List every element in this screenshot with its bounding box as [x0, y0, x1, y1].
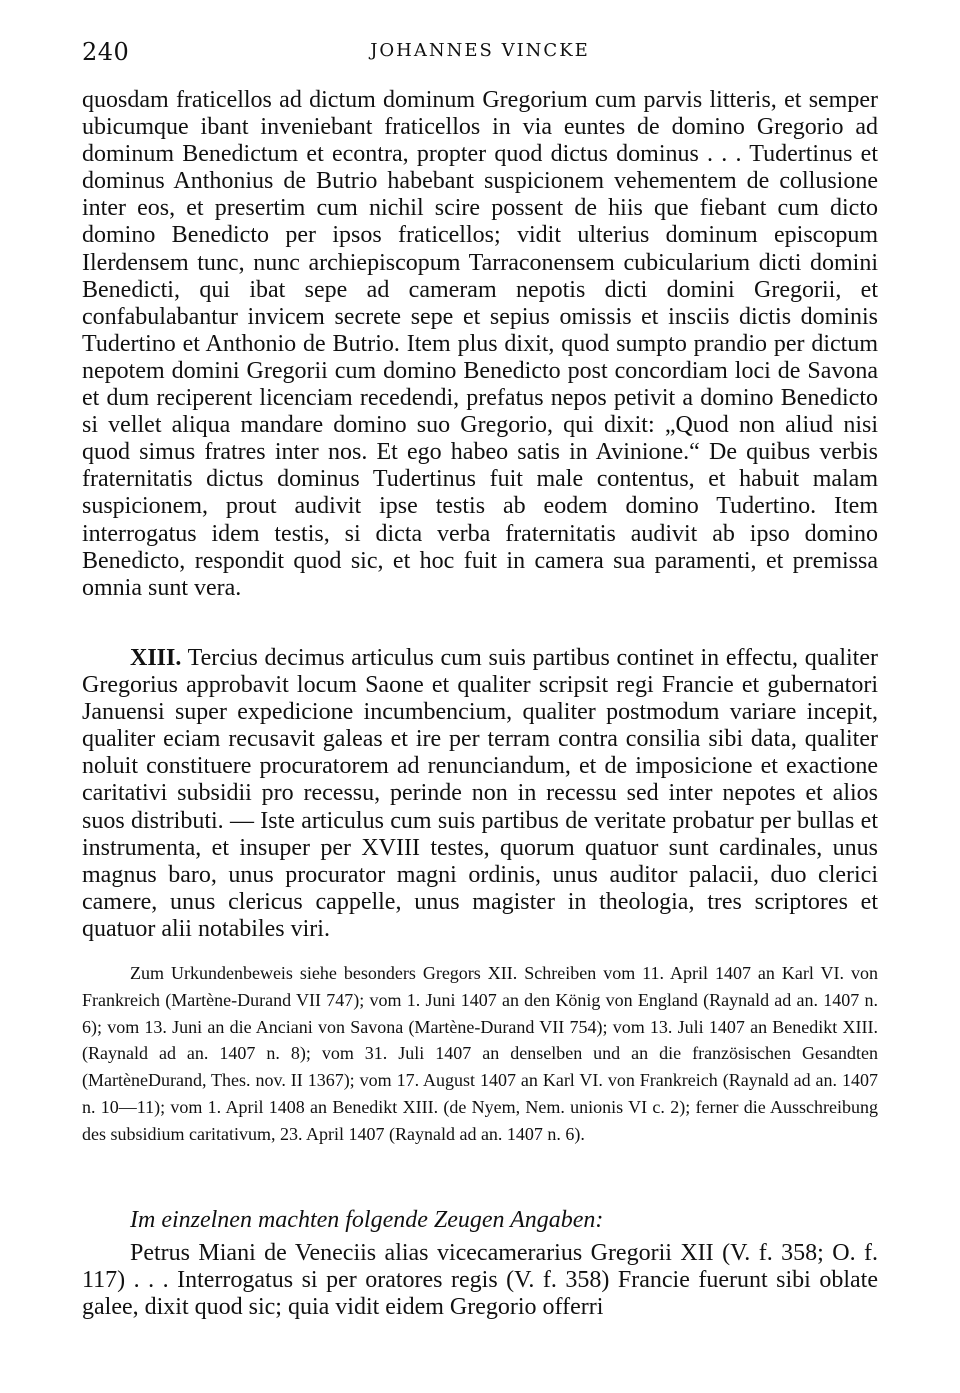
witness-heading-block [82, 1206, 878, 1234]
section-number: XIII. [130, 645, 182, 671]
running-head: JOHANNES VINCKE [370, 40, 590, 61]
section-body: Tercius decimus articulus cum suis partibus continet in effectu, qualiter Gregorius approbavit locum Saone et qualiter scripsit regi Francie et gubernatori Januensi super expedicione incumbencium, qualiter postmodum variare incepit, qualiter eciam recusavit galeas et ire per terram contra consilia sibi data, qualiter noluit constituere procuratorem ad renunciandum, et de imposicione et exactione caritativi subsidii pro recessu, perinde non in recessu sed inter nepotes et alios suos distributi. — Iste articulus cum suis partibus de veritate probatur per bullas et instrumenta, et insuper per XVIII testes, quorum quatuor sunt cardinales, unus magnus baro, unus procurator magni ordinis, unus auditor palacii, duo clerici camere, unus clericus cappelle, unus magister in theologia, tres scriptores et quatuor alii notabiles viri. [82, 645, 878, 942]
footnote-text: Zum Urkundenbeweis siehe besonders Gregors XII. Schreiben vom 11. April 1407 an Karl VI. von Frankreich (Martène-Durand VII 747); vom 1. Juni 1407 an den König von England (Raynald ad an. 1407 n. 6); vom 13. Juni an die Anciani von Savona (Martène-Durand VII 754); vom 13. Juli 1407 an Benedikt XIII. (Raynald ad an. 1407 n. 8); vom 31. Juli 1407 an denselben und an die französischen Gesandten (MartèneDurand, Thes. nov. II 1367); vom 17. August 1407 an Karl VI. von Frankreich (Raynald ad an. 1407 n. 10—11); vom 1. April 1408 an Benedikt XIII. (de Nyem, Nem. unionis VI c. 2); ferner die Ausschreibung des subsidium caritativum, 23. April 1407 (Raynald ad an. 1407 n. 6). [82, 963, 878, 1144]
paragraph-text-2 [82, 645, 878, 943]
body-paragraph-3 [82, 1240, 878, 1321]
paragraph-text: quosdam fraticellos ad dictum dominum Gregorium cum parvis litteris, et semper ubicumque ibant inveniebant fraticellos in via euntes de domino Gregorio ad dominum Benedictum et econtra, propter quod dictus dominus . . . Tudertinus et dominus Anthonius de Butrio habebant suspicionem vehementem de collusione inter eos, et presertim cum nichil scire possent de hiis que fiebant cum dicto domino Benedicto per ipsos fraticellos; vidit ulterius dominum episcopum Ilerdensem tunc, nunc archiepiscopum Tarraconensem cubicularium dicti domini Benedicti, qui ibat sepe ad cameram nepotis dicti domini Gregorii, et confabulabantur invicem secrete sepe et sepius omissis et insciis dictis dominis Tudertino et Anthonio de Butrio. Item plus dixit, quod sumpto prandio per dictum nepotem domini Gregorii cum domino Benedicto post concordiam loci de Savona et dum reciperent licenciam recedendi, prefatus nepos petivit a domino Benedicto si vellet aliqua mandare domino suo Gregorio, qui dixit: „Quod non aliud nisi quod simus fratres inter nos. Et ego habeo satis in Avinione.“ De quibus verbis fraternitatis dictus dominus Tudertinus fuit male contentus, et habuit malam suspicionem, prout audivit ipse testis ab eodem domino Tudertino. Item interrogatus idem testis, si dicta verba fraternitatis audivit ab ipso domino Benedicto, respondit quod sic, et hoc fuit in camera sua paramenti, et premissa omnia sunt vera. [82, 87, 878, 601]
paragraph-text-3: Petrus Miani de Veneciis alias vicecamerarius Gregorii XII (V. f. 358; O. f. 117) . . . Interrogatus si per oratores regis (V. f. 358) Francie fuerunt sibi oblate galee, dixit quod sic; quia vidit eidem Gregorio offerri [82, 1240, 878, 1321]
witness-heading: Im einzelnen machten folgende Zeugen Angaben: [130, 1207, 604, 1233]
body-paragraph-2 [82, 645, 878, 943]
body-paragraph-1 [82, 87, 878, 602]
footnote-block [82, 960, 878, 1148]
page-number: 240 [82, 38, 130, 66]
